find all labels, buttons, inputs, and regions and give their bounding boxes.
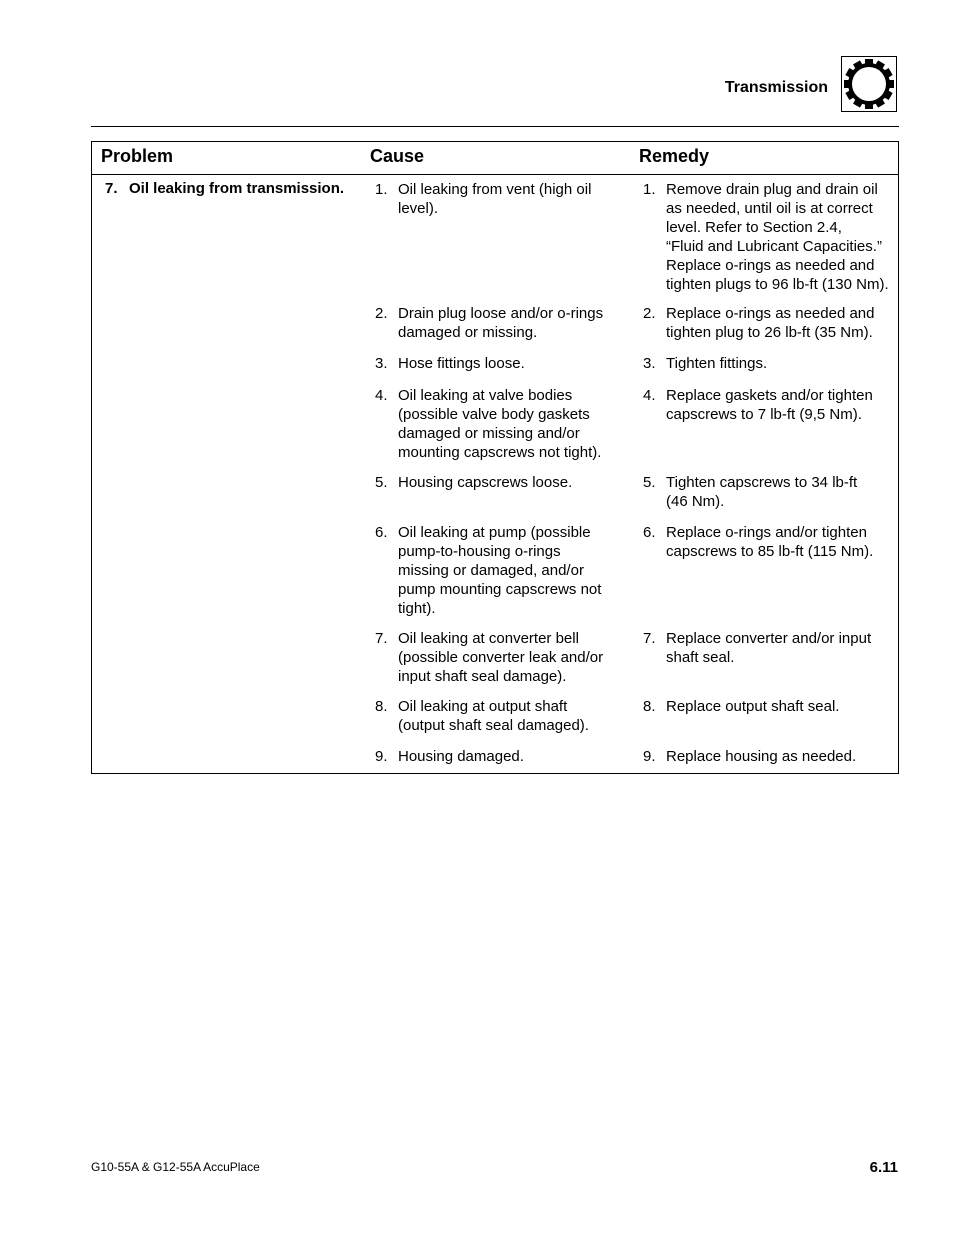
header-divider	[91, 126, 899, 127]
cause-text-line: (output shaft seal damaged).	[398, 717, 589, 734]
cause-number: 1.	[375, 181, 388, 198]
remedy-text-line: Replace o-rings as needed and	[666, 257, 875, 274]
remedy-text-line: “Fluid and Lubricant Capacities.”	[666, 238, 882, 255]
problem-entry	[105, 180, 344, 197]
remedy-text-line: Replace o-rings and/or tighten	[666, 524, 867, 541]
cause-text-line: Drain plug loose and/or o-rings	[398, 305, 604, 322]
cause-number: 7.	[375, 630, 388, 647]
remedy-text	[666, 697, 839, 716]
remedy-number: 9.	[643, 748, 656, 765]
cause-text-line: Housing damaged.	[398, 748, 524, 765]
cause-text-line: Oil leaking at valve bodies	[398, 387, 573, 404]
cause-text-line: Oil leaking at output shaft	[398, 698, 568, 715]
remedy-number: 4.	[643, 387, 656, 404]
cause-text-line: Oil leaking from vent (high oil	[398, 181, 592, 198]
cause-text	[398, 747, 524, 766]
cause-text	[398, 386, 601, 462]
cause-text-line: pump-to-housing o-rings	[398, 543, 561, 560]
remedy-text-line: Replace converter and/or input	[666, 630, 872, 647]
remedy-text-line: as needed, until oil is at correct	[666, 200, 873, 217]
remedy-text	[666, 747, 856, 766]
remedy-number: 5.	[643, 474, 656, 491]
remedy-text	[666, 180, 889, 294]
gear-icon	[842, 57, 896, 111]
problem-number: 7.	[105, 180, 118, 197]
remedy-text-line: Tighten capscrews to 34 lb-ft	[666, 474, 858, 491]
remedy-text	[666, 473, 857, 511]
footer-model: G10-55A & G12-55A AccuPlace	[91, 1160, 260, 1174]
cause-text	[398, 304, 603, 342]
remedy-number: 2.	[643, 305, 656, 322]
remedy-number: 1.	[643, 181, 656, 198]
cause-number: 9.	[375, 748, 388, 765]
section-icon-box	[841, 56, 897, 112]
page-number: 6.11	[869, 1159, 898, 1176]
cause-number: 4.	[375, 387, 388, 404]
column-header-problem: Problem	[101, 146, 174, 166]
remedy-text-line: Replace o-rings as needed and	[666, 305, 875, 322]
remedy-text-line: Tighten fittings.	[666, 355, 768, 372]
cause-text-line: Oil leaking at pump (possible	[398, 524, 591, 541]
remedy-number: 6.	[643, 524, 656, 541]
remedy-text	[666, 386, 873, 424]
remedy-text-line: Replace housing as needed.	[666, 748, 857, 765]
remedy-text-line: Replace output shaft seal.	[666, 698, 840, 715]
troubleshooting-table	[91, 141, 899, 774]
remedy-text-line: tighten plugs to 96 lb-ft (130 Nm).	[666, 276, 889, 293]
cause-text-line: damaged or missing and/or	[398, 425, 580, 442]
column-header-remedy: Remedy	[639, 146, 710, 166]
problem-text: Oil leaking from transmission.	[129, 180, 345, 197]
remedy-text-line: capscrews to 7 lb-ft (9,5 Nm).	[666, 406, 862, 423]
cause-text-line: (possible converter leak and/or	[398, 649, 604, 666]
cause-text	[398, 473, 572, 492]
column-header-cause: Cause	[370, 146, 425, 166]
cause-text-line: mounting capscrews not tight).	[398, 444, 602, 461]
remedy-number: 8.	[643, 698, 656, 715]
remedy-text	[666, 354, 767, 373]
remedy-text-line: capscrews to 85 lb-ft (115 Nm).	[666, 543, 874, 560]
cause-text-line: Housing capscrews loose.	[398, 474, 573, 491]
cause-number: 3.	[375, 355, 388, 372]
section-title: Transmission	[724, 79, 828, 96]
cause-text-line: (possible valve body gaskets	[398, 406, 590, 423]
remedy-text-line: tighten plug to 26 lb-ft (35 Nm).	[666, 324, 873, 341]
cause-text-line: Hose fittings loose.	[398, 355, 525, 372]
remedy-number: 7.	[643, 630, 656, 647]
cause-text-line: level).	[398, 200, 439, 217]
cause-text-line: Oil leaking at converter bell	[398, 630, 579, 647]
remedy-text	[666, 304, 874, 342]
cause-text	[398, 629, 603, 686]
remedy-text-line: Remove drain plug and drain oil	[666, 181, 878, 198]
cause-text	[398, 523, 601, 618]
header-row-divider	[92, 174, 898, 175]
remedy-text-line: shaft seal.	[666, 649, 735, 666]
remedy-number: 3.	[643, 355, 656, 372]
cause-text-line: damaged or missing.	[398, 324, 538, 341]
remedy-text-line: level. Refer to Section 2.4,	[666, 219, 842, 236]
cause-number: 8.	[375, 698, 388, 715]
cause-number: 2.	[375, 305, 388, 322]
cause-text-line: tight).	[398, 600, 436, 617]
cause-text	[398, 180, 591, 218]
cause-text-line: pump mounting capscrews not	[398, 581, 602, 598]
cause-text-line: input shaft seal damage).	[398, 668, 567, 685]
cause-text-line: missing or damaged, and/or	[398, 562, 584, 579]
cause-text	[398, 697, 589, 735]
remedy-text	[666, 629, 871, 667]
cause-text	[398, 354, 525, 373]
cause-number: 5.	[375, 474, 388, 491]
remedy-text-line: (46 Nm).	[666, 493, 725, 510]
remedy-text-line: Replace gaskets and/or tighten	[666, 387, 873, 404]
cause-number: 6.	[375, 524, 388, 541]
remedy-text	[666, 523, 873, 561]
